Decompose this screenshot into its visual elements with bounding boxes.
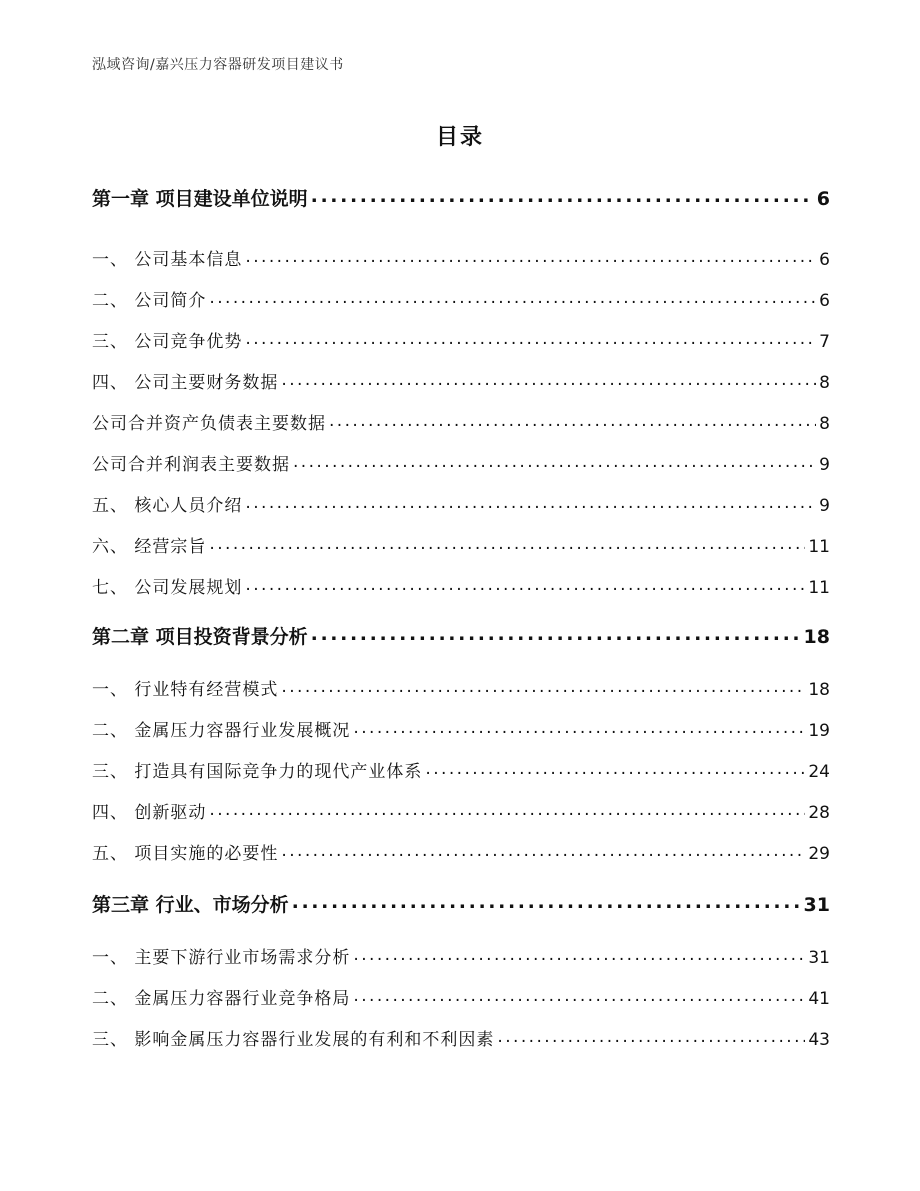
toc-page-number: 6 [816,188,830,210]
toc-entry[interactable] [92,675,830,700]
toc-entry[interactable] [92,368,830,393]
toc-entry[interactable] [92,245,830,270]
header-divider [92,80,830,81]
toc-dot-leader [293,452,816,469]
toc-dot-leader [245,493,816,510]
toc-page-number: 43 [808,1030,830,1050]
toc-page-number: 9 [819,455,830,475]
toc-page-number: 11 [808,537,830,557]
toc-entry-label: 六、 经营宗旨 [92,537,207,557]
toc-dot-leader [329,411,816,428]
toc-entry-label: 四、 公司主要财务数据 [92,373,279,393]
toc-dot-leader [425,759,805,776]
toc-entry[interactable] [92,757,830,782]
toc-dot-leader [281,841,805,858]
toc-entry[interactable] [92,798,830,823]
toc-entry[interactable] [92,573,830,598]
toc-page-number: 19 [808,721,830,741]
toc-entry-label: 五、 核心人员介绍 [92,496,243,516]
toc-entry[interactable] [92,491,830,516]
toc-dot-leader [353,986,805,1003]
toc-page-number: 18 [803,626,830,648]
page-title: 目录 [435,125,484,150]
toc-dot-leader [209,534,805,551]
toc-page-number: 31 [803,894,830,916]
toc-dot-leader [209,288,816,305]
toc-dot-leader [311,185,814,204]
toc-entry-label: 四、 创新驱动 [92,803,207,823]
toc-dot-leader [209,800,805,817]
toc-entry[interactable] [92,184,830,211]
toc-page-number: 8 [819,414,830,434]
toc-page-number: 18 [808,680,830,700]
toc-dot-leader [281,370,816,387]
toc-entry-label: 三、 影响金属压力容器行业发展的有利和不利因素 [92,1030,495,1050]
toc-entry[interactable] [92,532,830,557]
toc-page-number: 29 [808,844,830,864]
toc-entry-label: 二、 金属压力容器行业发展概况 [92,721,351,741]
running-header: 泓域咨询/嘉兴压力容器研发项目建议书 [92,57,344,73]
toc-entry-label: 二、 公司简介 [92,291,207,311]
toc-entry-label: 二、 金属压力容器行业竞争格局 [92,989,351,1009]
toc-entry-label: 第一章 项目建设单位说明 [92,188,308,210]
toc-page-number: 28 [808,803,830,823]
toc-entry[interactable] [92,1025,830,1050]
toc-dot-leader [497,1027,805,1044]
toc-dot-leader [353,718,805,735]
toc-entry[interactable] [92,943,830,968]
toc-entry-label: 七、 公司发展规划 [92,578,243,598]
toc-page-number: 11 [808,578,830,598]
toc-entry[interactable] [92,450,830,475]
toc-page-number: 9 [819,496,830,516]
toc-page-number: 6 [819,250,830,270]
toc-entry[interactable] [92,890,830,917]
toc-entry-label: 第三章 行业、市场分析 [92,894,289,916]
toc-page-number: 24 [808,762,830,782]
toc-dot-leader [281,677,805,694]
toc-page-number: 31 [808,948,830,968]
toc-dot-leader [353,945,805,962]
toc-entry[interactable] [92,622,830,649]
toc-entry[interactable] [92,839,830,864]
toc-entry-label: 公司合并利润表主要数据 [92,455,290,475]
toc-dot-leader [245,575,805,592]
toc-page-number: 6 [819,291,830,311]
toc-entry-label: 三、 打造具有国际竞争力的现代产业体系 [92,762,423,782]
toc-entry[interactable] [92,327,830,352]
toc-dot-leader [292,891,801,910]
toc-entry[interactable] [92,716,830,741]
toc-page-number: 41 [808,989,830,1009]
toc-entry-label: 三、 公司竞争优势 [92,332,243,352]
toc-entry-label: 第二章 项目投资背景分析 [92,626,308,648]
toc-entry-label: 一、 公司基本信息 [92,250,243,270]
toc-dot-leader [245,329,816,346]
toc-entry-label: 公司合并资产负债表主要数据 [92,414,326,434]
toc-page-number: 8 [819,373,830,393]
toc-entry[interactable] [92,984,830,1009]
toc-entry[interactable] [92,286,830,311]
toc-dot-leader [311,623,801,642]
toc-entry-label: 一、 主要下游行业市场需求分析 [92,948,351,968]
toc-entry-label: 五、 项目实施的必要性 [92,844,279,864]
toc-entry[interactable] [92,409,830,434]
toc-page-number: 7 [819,332,830,352]
toc-entry-label: 一、 行业特有经营模式 [92,680,279,700]
toc-dot-leader [245,247,816,264]
